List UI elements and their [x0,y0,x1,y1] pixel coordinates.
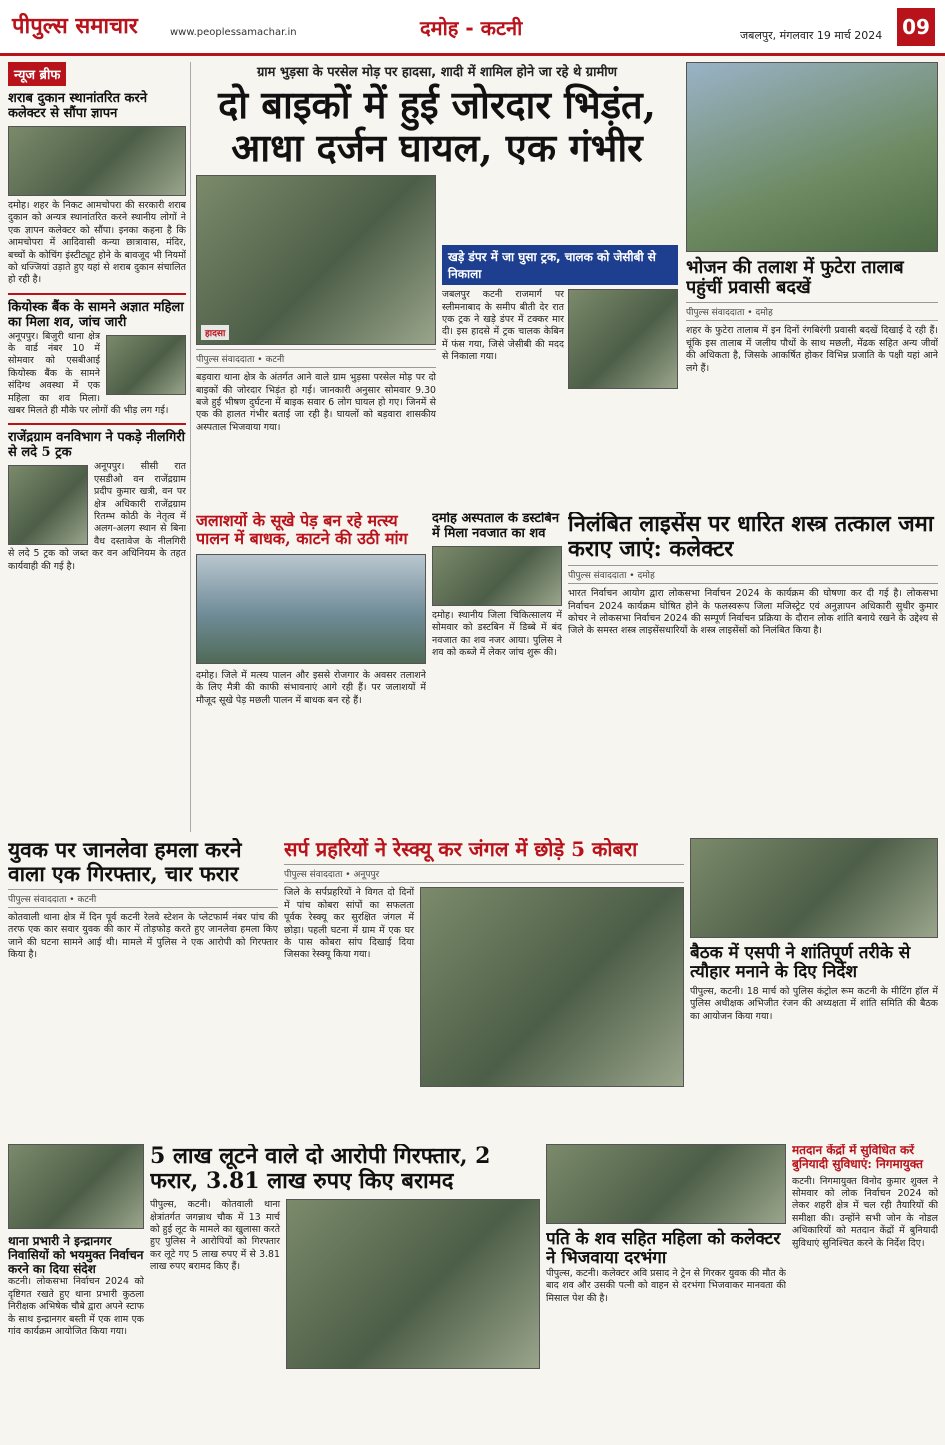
truck-body: जबलपुर कटनी राजमार्ग पर स्लीमनाबाद के समीप बीती देर रात एक ट्रक ने खड़े डंपर में टक्कर मार दी। इस हादसे में ट्रक चालक केबिन में फंस गया, जिसे जेसीबी की मदद से निकाला गया। [442,289,564,363]
truck-label[interactable]: खड़े डंपर में जा घुसा ट्रक, चालक को जेसीबी से निकाला [442,245,678,285]
community-photo [8,1144,144,1229]
loot-story [150,1144,540,1439]
booth-headline[interactable]: मतदान केंद्रों में सुविधित करें बुनियादी सुविधाएं: निगमायुक्त [792,1144,924,1171]
dustbin-body: दमोह। स्थानीय जिला चिकित्सालय में सोमवार को डस्टबिन में डिब्बे में बंद नवजात का शव नजर आया। पुलिस ने शव को कब्जे में लेकर जांच शुरू की। [432,609,562,659]
darbhanga-headline[interactable]: पति के शव सहित महिला को कलेक्टर ने भिजवाया दरभंगा [546,1229,781,1269]
snake-byline: पीपुल्स संवाददाता • अनूपपुर [284,864,684,883]
fish-body: दमोह। जिले में मत्स्य पालन और इससे रोजगार के अवसर तलाशने के लिए मैत्री की काफी संभावनाएं आगे रही हैं। पर जलाशयों में मौजूद सूखे पेड़ मछली पालन में बाधक बन रहे हैं। [196,669,426,706]
arrest-photo [286,1199,540,1369]
truck-photo [568,289,678,389]
booth-body: कटनी। निगमायुक्त विनोद कुमार शुक्ल ने सोमवार को लोक निर्वाचन 2024 को लेकर शहरी क्षेत्र में चल रही तैयारियों की समीक्षा की। उन्होंने सभी जोन के नोडल अधिकारियों को मतदान केंद्रों में बुनियादी सुविधाएं सुनिश्चित करने के निर्देश दिए। [792,1175,938,1249]
attack-headline[interactable]: युवक पर जानलेवा हमला करने वाला एक गिरफ्तार, चार फरार [8,838,242,886]
dustbin-photo [432,546,562,606]
birds-story [686,62,938,507]
attack-body: कोतवाली थाना क्षेत्र में दिन पूर्व कटनी रेलवे स्टेशन के प्लेटफार्म नंबर पांच की तरफ एक कार सवार युवक की कार में तोड़फोड़ करते हुए जानलेवा हमला किए जाने की घटना सामने आई थी। मामले में पुलिस ने एक आरोपी को गिरफ्तार किया है। [8,912,278,961]
snake-story [284,838,684,1138]
lead-body: बड़वारा थाना क्षेत्र के अंतर्गत आने वाले ग्राम भुड़सा परसेल मोड़ पर दो बाइकों की जोरदार भिड़ंत हो गई। जानकारी अनुसार सोमवार 9.30 बजे हुई भीषण दुर्घटना में बाइक सवार 6 लोग घायल हो गए। जिनमें से एक की हालत गंभीर बताई जा रही है। घायलों को बड़वारा शासकीय अस्पताल भिजवाया गया। [196,372,436,433]
brief-body-1: दमोह। शहर के निकट आमचोपरा की सरकारी शराब दुकान को अन्यत्र स्थानांतरित करने स्थानीय लोगों ने एक ज्ञापन कलेक्टर को सौंपा। इनका कहना है कि आमचोपरा में आदिवासी कन्या छात्रावास, मंदिर, बच्चों के कोचिंग इंस्टीट्यूट होने के बावजूद भी नियमों को धज्जियां उड़ाते हुए यहां से शराब दुकान संचालित हो रही है। [8,199,186,286]
column-rule [190,62,191,832]
loot-body: पीपुल्स, कटनी। कोतवाली थाना क्षेत्रांतर्गत जगन्नाथ चौक में 13 मार्च को हुई लूट के मामले का खुलासा करते हुए पुलिस ने आरोपियों को गिरफ्तार कर लूटे गए 5 लाख रुपए में से 3.81 लाख रुपए बरामद किए हैं। [150,1199,280,1273]
lead-headline[interactable]: दो बाइकों में हुई जोरदार भिड़ंत, आधा दर्जन घायल, एक गंभीर [218,82,656,170]
birds-byline: पीपुल्स संवाददाता • दमोह [686,302,938,321]
loot-headline[interactable]: 5 लाख लूटने वाले दो आरोपी गिरफ्तार, 2 फरार, 3.81 लाख रुपए किए बरामद [150,1144,491,1194]
attack-byline: पीपुल्स संवाददाता • कटनी [8,889,278,908]
booth-story [792,1144,938,1439]
dustbin-headline[interactable]: दमोह अस्पताल के डस्टबिन में मिला नवजात का शव [432,512,560,541]
arms-byline: पीपुल्स संवाददाता • दमोह [568,565,938,584]
peacock-photo [686,62,938,252]
attack-story [8,838,278,1138]
brief-headline-2[interactable]: कियोस्क बैंक के सामने अज्ञात महिला का मिला शव, जांच जारी [8,299,184,330]
brief-headline-3[interactable]: राजेंद्रग्राम वनविभाग ने पकड़े नीलगिरी से लदे 5 ट्रक [8,430,185,461]
dustbin-story [432,512,562,832]
truck-photo [8,465,88,545]
snake-headline[interactable]: सर्प प्रहरियों ने रेस्क्यू कर जंगल में छोड़े 5 कोबरा [284,838,638,861]
news-brief-column [8,62,186,832]
birds-headline[interactable]: भोजन की तलाश में फुटेरा तालाब पहुंचीं प्रवासी बदखें [686,257,904,299]
darbhanga-story [546,1144,786,1439]
sp-headline[interactable]: बैठक में एसपी ने शांतिपूर्ण तरीके से त्यौहार मनाने के दिए निर्देश [690,943,911,983]
lead-byline: पीपुल्स संवाददाता • कटनी [196,349,436,368]
snake-rescue-photo [420,887,684,1087]
accident-photo [196,175,436,345]
divider [8,423,186,425]
news-brief-label: न्यूज ब्रीफ [8,62,66,86]
site-url[interactable]: www.peoplessamachar.in [170,27,297,38]
brief-body-3: अनूपपुर। सीसी रात एसडीओ वन राजेंद्रग्राम प्रदीप कुमार खत्री, वन पर क्षेत्र अधिकारी राजेंद्रग्राम रितम्भ कोठी के नेतृत्व में अलग-अलग स्थान से बिना वैध दस्तावेज के नीलगिरी से लदे 5 ट्रक को जब्त कर वन अधिनियम के तहत कार्यवाही की गई है। [8,461,186,572]
indranagar-story [8,1144,144,1439]
meeting-photo [690,838,938,938]
body-photo [106,335,186,395]
darbhanga-body: पीपुल्स, कटनी। कलेक्टर अवि प्रसाद ने ट्रेन से गिरकर युवक की मौत के बाद शव और उसकी पत्नी को वाहन से दरभंगा भिजवाकर मानवता की मिसाल पेश की है। [546,1268,786,1304]
indranagar-body: कटनी। लोकसभा निर्वाचन 2024 को दृष्टिगत रखते हुए थाना प्रभारी कुठला निरीक्षक अभिषेक चौबे द्वारा अपने स्टाफ के साथ इन्द्रानगर बस्ती में एक शाम एक गांव कार्यक्रम आयोजित किया गया। [8,1276,144,1338]
masthead [0,0,945,56]
reservoir-photo [196,554,426,664]
arms-headline[interactable]: निलंबित लाइसेंस पर धारित शस्त्र तत्काल जमा कराए जाएं: कलेक्टर [568,512,934,562]
fish-headline[interactable]: जलाशयों के सूखे पेड़ बन रहे मत्स्य पालन में बाधक, काटने की उठी मांग [196,512,408,548]
dateline: जबलपुर, मंगलवार 19 मार्च 2024 [740,29,883,42]
lead-kicker: ग्राम भुड़सा के परसेल मोड़ पर हादसा, शादी में शामिल होने जा रहे थे ग्रामीण [256,65,618,80]
fish-story [196,512,426,832]
page-number: 09 [897,8,935,46]
brief-headline-1[interactable]: शराब दुकान स्थानांतरित करने कलेक्टर से सौंपा ज्ञापन [8,91,148,121]
divider [8,293,186,295]
indranagar-headline[interactable]: थाना प्रभारी ने इन्द्रानगर निवासियों को भयमुक्त निर्वाचन करने का दिया संदेश [8,1234,144,1276]
arms-story [568,512,938,832]
sp-body: पीपुल्स, कटनी। 18 मार्च को पुलिस कंट्रोल रूम कटनी के मीटिंग हॉल में पुलिस अधीक्षक अभिजीत रंजन की अध्यक्षता में शांति समिति की बैठक का आयोजन किया गया। [690,986,938,1022]
brand-logo [12,10,138,40]
section-title: दमोह - कटनी [420,16,523,40]
lead-story [196,62,678,507]
sp-meeting-story [690,838,938,1138]
brief-body-2: अनूपपुर। बिजुरी थाना क्षेत्र के वार्ड नंबर 10 में सोमवार को एसबीआई कियोस्क बैंक के सामने संदिग्ध अवस्था में एक महिला का शव मिला। खबर मिलते ही मौके पर लोगों की भीड़ लग गई। [8,330,169,417]
brand-name: पीपुल्स समाचार [12,13,138,39]
snake-body: जिले के सर्पप्रहरियों ने विगत दो दिनों में पांच कोबरा सांपों का सफलता पूर्वक रेस्क्यू कर सुरक्षित जंगल में छोड़ा। पहली घटना में ग्राम में एक घर के पास कोबरा सांप दिखाई दिया जिसका रेस्क्यू किया गया। [284,887,414,961]
protest-photo [8,126,186,196]
arms-body: भारत निर्वाचन आयोग द्वारा लोकसभा निर्वाचन 2024 के कार्यक्रम की घोषणा कर दी गई है। लोकसभा निर्वाचन 2024 कार्यक्रम घोषित होने के फलस्वरूप जिला मजिस्ट्रेट एवं अनुज्ञापन अधिकारी सुधीर कुमार कोचर ने लोकसभा निर्वाचन 2024 की सम्पूर्ण निर्वाचन प्रक्रिया के दौरान लोक शांति बनाये रखने के उद्देश्य से जिले के समस्त शस्त्र लाइसेंसधारियों के शस्त्र लाइसेंसों को निलंबित किया है। [568,588,938,637]
birds-body: शहर के फुटेरा तालाब में इन दिनों रंगबिरंगी प्रवासी बदखें दिखाई दे रही हैं। चूंकि इस तालाब में जलीय पौधों के साथ मछली, मेंढक सहित अन्य जीवों की अधिकता है, जिसके आकर्षित होकर विभिन्न प्रजाति के पक्षी यहां आने लगे हैं। [686,325,938,374]
collector-photo [546,1144,786,1224]
photo-tag: हादसा [201,325,229,340]
